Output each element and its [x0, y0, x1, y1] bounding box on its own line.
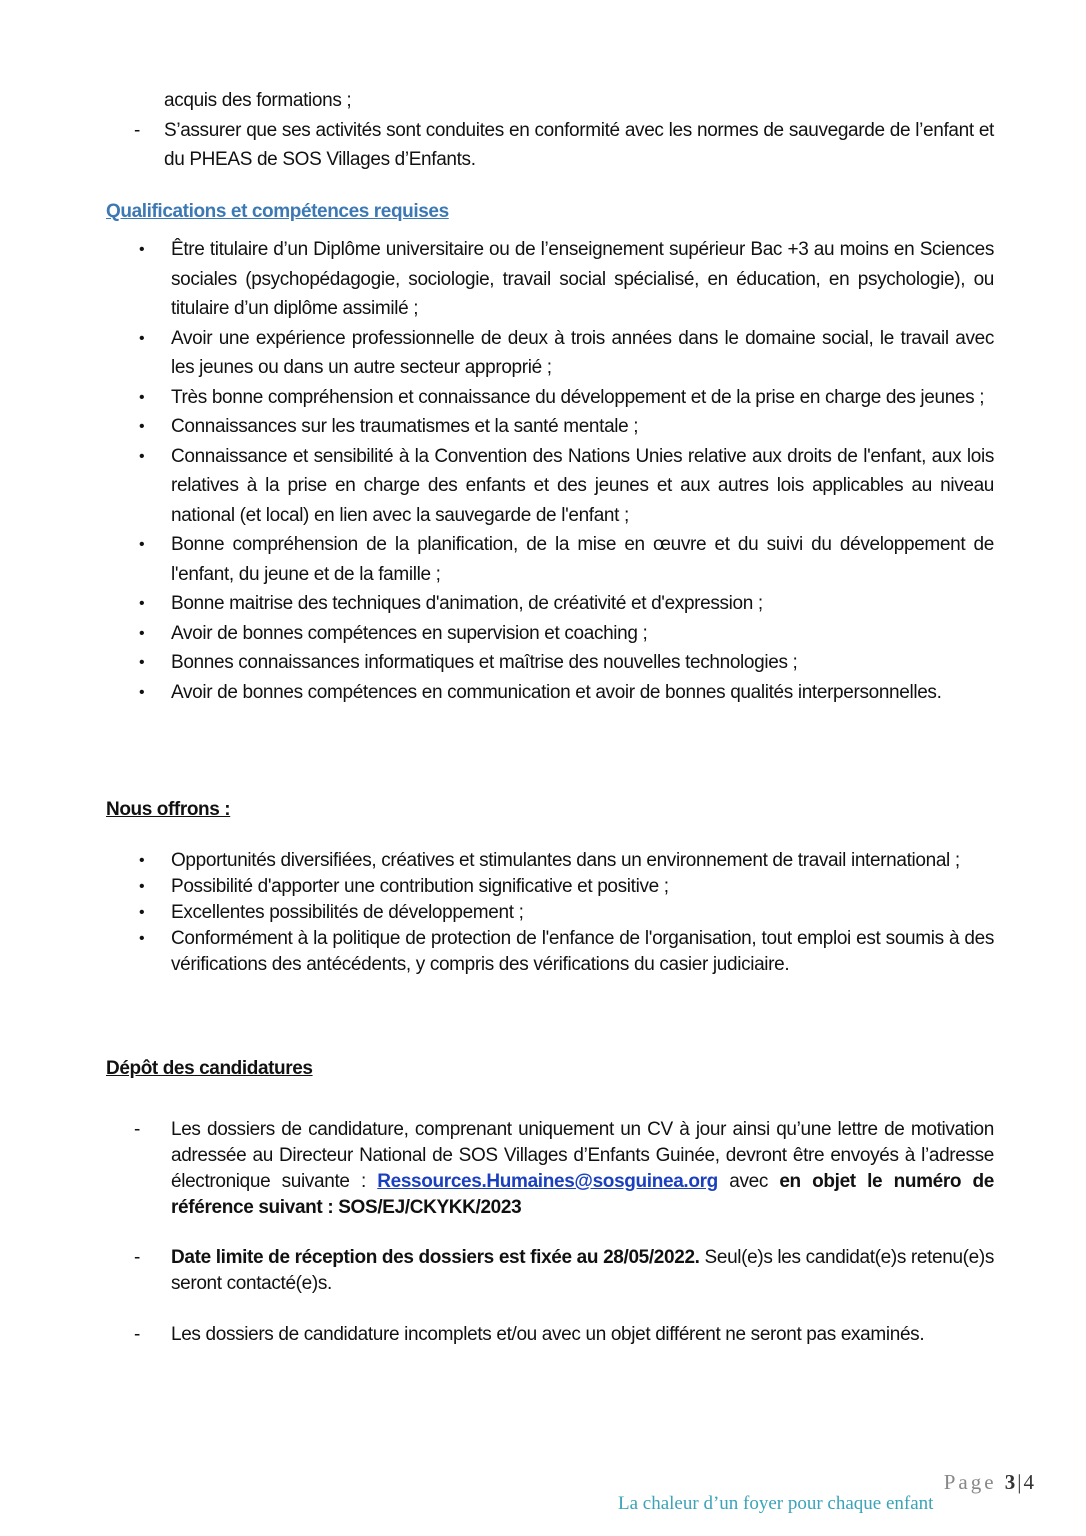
hr-email-link[interactable]: Ressources.Humaines@sosguinea.org: [377, 1171, 718, 1192]
bullet-icon: •: [139, 654, 145, 671]
dash-list-item: [106, 1245, 994, 1297]
list-item: [106, 530, 994, 589]
bullet-icon: •: [139, 683, 145, 701]
offer-section: [106, 848, 994, 978]
application-heading: Dépôt des candidatures: [106, 1058, 313, 1079]
dash-marker: -: [134, 1119, 140, 1140]
reference-number-text: en objet le numéro de référence suivant : SOS/EJ/CKYKK/2023: [171, 1171, 994, 1218]
list-item: [106, 442, 994, 531]
bullet-icon: •: [139, 878, 145, 895]
list-item: [106, 589, 994, 619]
dash-list-item: [106, 116, 994, 175]
dash-marker: -: [134, 119, 140, 141]
list-item-text: Avoir une expérience professionnelle de deux à trois années dans le domaine social, le travail avec les jeunes ou dans un autre secteur approprié ;: [171, 327, 994, 378]
list-item: [106, 383, 994, 413]
list-item: [106, 900, 994, 926]
bullet-icon: •: [139, 595, 145, 612]
bullet-icon: •: [139, 536, 145, 553]
bullet-icon: •: [139, 624, 145, 642]
dash-marker: -: [134, 1324, 140, 1345]
footer-tagline: La chaleur d’un foyer pour chaque enfant: [618, 1493, 934, 1514]
bullet-icon: •: [139, 241, 145, 258]
bullet-icon: •: [139, 388, 145, 406]
deadline-text: Date limite de réception des dossiers est fixée au 28/05/2022.: [171, 1247, 700, 1268]
intro-section: [106, 86, 994, 175]
list-item-text: Excellentes possibilités de développement ;: [171, 902, 524, 923]
qualifications-section: [106, 235, 994, 707]
list-item-text: Opportunités diversifiées, créatives et stimulantes dans un environnement de travail international ;: [171, 850, 960, 871]
list-item-text: Conformément à la politique de protection de l'enfance de l'organisation, tout emploi est soumis à des vérifications des antécédents, y compris des vérifications du casier judiciaire.: [171, 928, 994, 975]
list-item: [106, 678, 994, 708]
total-pages: 4: [1023, 1470, 1034, 1494]
incomplete-note: Les dossiers de candidature incomplets et/ou avec un objet différent ne seront pas examinés.: [171, 1324, 925, 1345]
dash-item-text: S’assurer que ses activités sont conduites en conformité avec les normes de sauvegarde de l’enfant et du PHEAS de SOS Villages d’Enfants.: [164, 119, 994, 170]
list-item-text: Avoir de bonnes compétences en supervision et coaching ;: [171, 622, 648, 644]
application-item-1: [106, 1117, 994, 1221]
dash-list-item: [106, 1117, 994, 1221]
list-item: [106, 648, 994, 678]
offer-list: [106, 848, 994, 978]
application-instructions-text: Les dossiers de candidature, comprenant uniquement un CV à jour ainsi qu’une lettre de motivation adressée au Directeur National de SOS Villages d’Enfants Guinée, devront être envoyés à l’adresse électronique suivante :: [171, 1119, 994, 1192]
list-item: [106, 619, 994, 649]
list-item-text: Être titulaire d’un Diplôme universitaire ou de l’enseignement supérieur Bac +3 au moins en Sciences sociales (psychopédagogie, sociologie, travail social spécialisé, en éducation, en psychologie), ou titulaire d’un diplôme assimilé ;: [171, 239, 994, 319]
dash-marker: -: [134, 1247, 140, 1268]
page-number: [944, 1470, 1034, 1495]
offer-heading: Nous offrons :: [106, 799, 231, 820]
list-item-text: Connaissances sur les traumatismes et la santé mentale ;: [171, 416, 639, 437]
application-item-2: [106, 1245, 994, 1297]
page-separator: |: [1017, 1470, 1022, 1494]
bullet-icon: •: [139, 329, 145, 347]
bullet-icon: •: [139, 904, 145, 921]
list-item-text: Bonne compréhension de la planification, de la mise en œuvre et du suivi du développement de l'enfant, du jeune et de la famille ;: [171, 534, 994, 585]
list-item-text: Bonne maitrise des techniques d'animation, de créativité et d'expression ;: [171, 593, 763, 614]
page-label: Page: [943, 1470, 997, 1494]
list-item-text: Avoir de bonnes compétences en communication et avoir de bonnes qualités interpersonnelles.: [171, 681, 942, 703]
bullet-icon: •: [139, 930, 145, 947]
list-item: [106, 926, 994, 978]
list-item: [106, 874, 994, 900]
list-item-text: Possibilité d'apporter une contribution significative et positive ;: [171, 876, 669, 897]
list-item-text: Très bonne compréhension et connaissance du développement et de la prise en charge des jeunes ;: [171, 386, 985, 408]
list-item: [106, 848, 994, 874]
list-item: [106, 324, 994, 383]
bullet-icon: •: [139, 447, 145, 465]
list-item-text: Bonnes connaissances informatiques et maîtrise des nouvelles technologies ;: [171, 652, 798, 673]
dash-list-item: [106, 1322, 994, 1348]
qualifications-heading: Qualifications et compétences requises: [106, 201, 449, 222]
bullet-icon: •: [139, 852, 145, 869]
list-item: [106, 235, 994, 324]
bullet-icon: •: [139, 418, 145, 435]
qualifications-list: [106, 235, 994, 707]
list-item-text: Connaissance et sensibilité à la Convention des Nations Unies relative aux droits de l'enfant, aux lois relatives à la prise en charge des enfants et des jeunes et aux autres lois applicables au niveau national (et local) en lien avec la sauvegarde de l'enfant ;: [171, 445, 994, 526]
application-instructions-suffix: avec: [717, 1171, 768, 1192]
current-page: 3: [1004, 1470, 1016, 1494]
application-item-3: [106, 1322, 994, 1348]
list-item: [106, 412, 994, 442]
previous-item-continuation: acquis des formations ;: [164, 90, 352, 111]
deadline-note: Seul(e)s les candidat(e)s retenu(e)s seront contacté(e)s.: [171, 1247, 995, 1294]
